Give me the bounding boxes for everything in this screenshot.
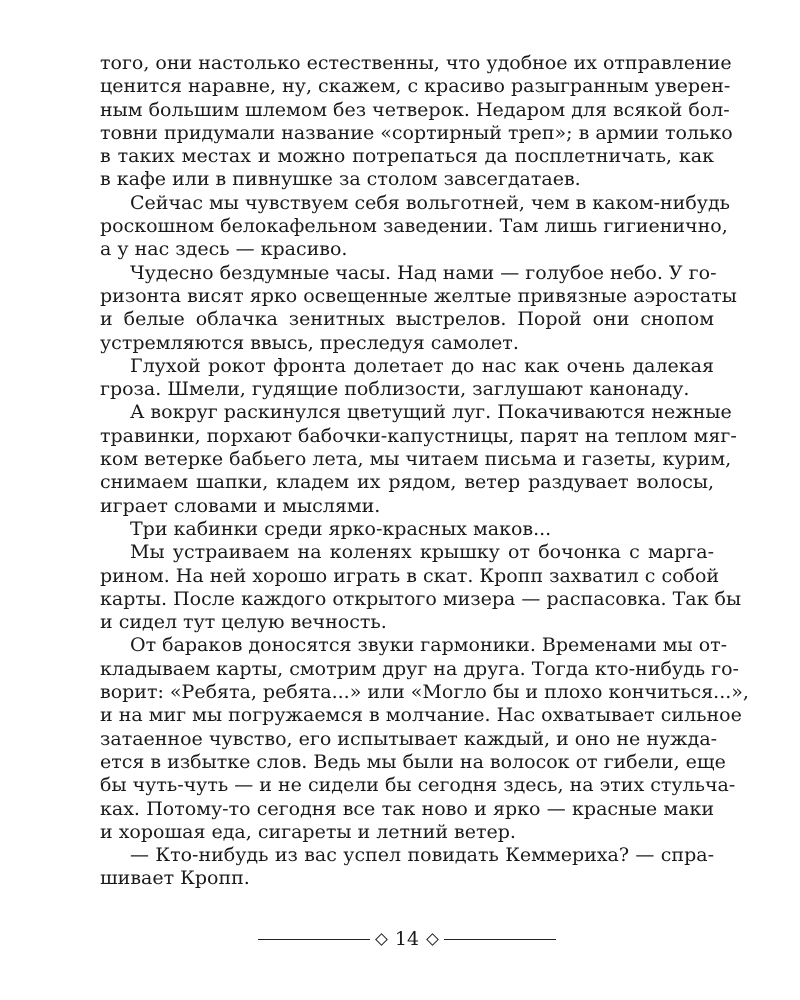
diamond-ornament-icon (426, 933, 439, 946)
text-line: снимаем шапки, кладем их рядом, ветер раздувает волосы, (100, 471, 714, 494)
page-footer (100, 926, 714, 952)
text-line: ризонта висят ярко освещенные желтые привязные аэростаты (100, 284, 737, 307)
text-line: Мы устраиваем на коленях крышку от бочонка с марга- (130, 541, 714, 564)
text-line: играет словами и мыслями. (100, 494, 381, 517)
text-line: и на миг мы погружаемся в молчание. Нас охватывает сильное (100, 704, 742, 727)
text-line: Глухой рокот фронта долетает до нас как очень далекая (130, 354, 714, 377)
text-line: Чудесно бездумные часы. Над нами — голубое небо. У го- (130, 261, 717, 284)
text-line: устремляются ввысь, преследуя самолет. (100, 331, 519, 354)
text-line: в кафе или в пивнушке за столом завсегдатаев. (100, 168, 581, 191)
text-line: ках. Потому-то сегодня все так ново и ярко — красные маки (100, 797, 714, 820)
text-line: и сидел тут целую вечность. (100, 611, 387, 634)
text-line: ценится наравне, ну, скажем, с красиво разыгранным уверен- (100, 75, 731, 98)
text-line: травинки, порхают бабочки-капустницы, парят на теплом мяг- (100, 424, 737, 447)
text-line: карты. После каждого открытого мизера — распасовка. Так бы (100, 587, 742, 610)
footer-rule-right (444, 939, 556, 940)
text-line: ным большим шлемом без четверок. Недаром для всякой бол- (100, 98, 730, 121)
text-line: ком ветерке бабьего лета, мы читаем письма и газеты, курим, (100, 448, 732, 471)
body-text (100, 52, 749, 891)
text-line: ворит: «Ребята, ребята...» или «Могло бы и плохо кончиться...», (100, 681, 749, 704)
text-line: товни придумали название «сортирный треп»; в армии только (100, 121, 733, 144)
text-line: и белые облачка зенитных выстрелов. Порой они снопом (100, 308, 714, 331)
text-line: бы чуть-чуть — и не сидели бы сегодня здесь, на этих стульча- (100, 774, 736, 797)
text-line: шивает Кропп. (100, 867, 250, 890)
text-line: гроза. Шмели, гудящие поблизости, заглушают канонаду. (100, 378, 690, 401)
text-line: Три кабинки среди ярко-красных маков... (130, 517, 552, 540)
text-line: — Кто-нибудь из вас успел повидать Кеммериха? — спра- (130, 844, 714, 867)
text-line: а у нас здесь — красиво. (100, 238, 348, 261)
text-line: кладываем карты, смотрим друг на друга. Тогда кто-нибудь го- (100, 657, 739, 680)
text-line: роскошном белокафельном заведении. Там лишь гигиенично, (100, 215, 728, 238)
text-line: А вокруг раскинулся цветущий луг. Покачиваются нежные (130, 401, 732, 424)
text-line: в таких местах и можно потрепаться да посплетничать, как (100, 145, 714, 168)
diamond-ornament-icon (375, 933, 388, 946)
text-line: и хорошая еда, сигареты и летний ветер. (100, 820, 516, 843)
text-line: От бараков доносятся звуки гармоники. Временами мы от- (130, 634, 728, 657)
footer-rule-left (258, 939, 370, 940)
text-line: того, они настолько естественны, что удобное их отправление (100, 52, 732, 74)
text-line: рином. На ней хорошо играть в скат. Кропп захватил с собой (100, 564, 720, 587)
page-number: 14 (394, 928, 420, 950)
text-line: затаенное чувство, его испытывает каждый, и оно не нужда- (100, 727, 718, 750)
text-line: Сейчас мы чувствуем себя вольготней, чем в каком-нибудь (130, 191, 731, 214)
text-line: ется в избытке слов. Ведь мы были на волосок от гибели, еще (100, 750, 726, 773)
